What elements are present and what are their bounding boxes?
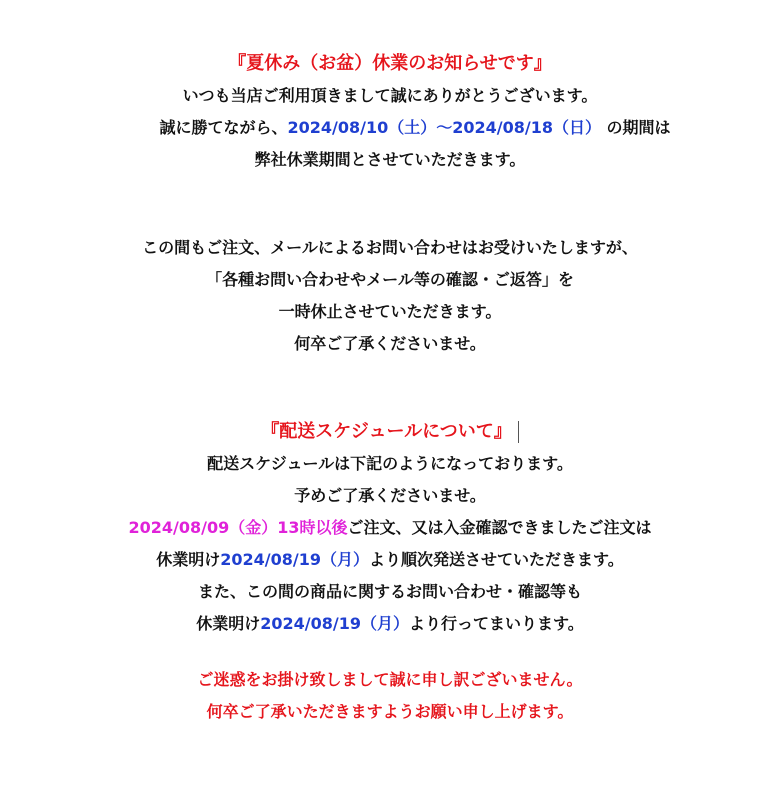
inquiry-line-1: この間もご注文、メールによるお問い合わせはお受けいたしますが、 — [142, 238, 638, 257]
shipping-line-2: 予めご了承くださいませ。 — [294, 486, 486, 505]
holiday-dates: 2024/08/10（土）～2024/08/18（日） — [287, 118, 601, 137]
inquiry-resume-suffix: より行ってまいります。 — [409, 614, 584, 633]
inquiry-resume-date: 2024/08/19（月） — [260, 614, 410, 633]
inquiry-line-2: 「各種お問い合わせやメール等の確認・ご返答」を — [206, 270, 574, 289]
period-prefix: 誠に勝てながら、 — [159, 118, 288, 137]
shipping-title — [0, 416, 780, 448]
section-spacer — [0, 176, 780, 232]
resume-suffix: より順次発送させていただきます。 — [369, 550, 624, 569]
shipping-cutoff-line — [0, 512, 780, 544]
section-spacer — [0, 360, 780, 416]
resume-date: 2024/08/19（月） — [220, 550, 370, 569]
cutoff-datetime: 2024/08/09（金）13時以後 — [128, 518, 348, 537]
shipping-line-1: 配送スケジュールは下記のようになっております。 — [207, 454, 573, 473]
inquiry-resume-line — [0, 608, 780, 640]
holiday-title: 『夏休み（お盆）休業のお知らせです』 — [228, 53, 552, 74]
cutoff-text: ご注文、又は入金確認できましたご注文は — [347, 518, 652, 537]
greeting-line: いつも当店ご利用頂きまして誠にありがとうございます。 — [182, 86, 598, 105]
resume-prefix: 休業明け — [156, 550, 221, 569]
text-cursor — [518, 421, 519, 443]
shipping-title-text: 『配送スケジュールについて』 — [261, 421, 512, 442]
shipping-resume-line — [0, 544, 780, 576]
holiday-period-line — [0, 112, 780, 144]
apology-line-1: ご迷惑をお掛け致しまして誠に申し訳ございません。 — [197, 670, 583, 689]
inquiry-line-3: 一時休止させていただきます。 — [278, 302, 502, 321]
closure-line: 弊社休業期間とさせていただきます。 — [254, 150, 526, 169]
period-suffix: の期間は — [600, 118, 671, 137]
apology-line-2: 何卒ご了承いただきますようお願い申し上げます。 — [206, 702, 574, 721]
shipping-line-5: また、この間の商品に関するお問い合わせ・確認等も — [197, 582, 582, 601]
holiday-notice — [0, 48, 780, 728]
section-spacer — [0, 640, 780, 664]
inquiry-resume-prefix: 休業明け — [196, 614, 261, 633]
inquiry-line-4: 何卒ご了承くださいませ。 — [294, 334, 486, 353]
